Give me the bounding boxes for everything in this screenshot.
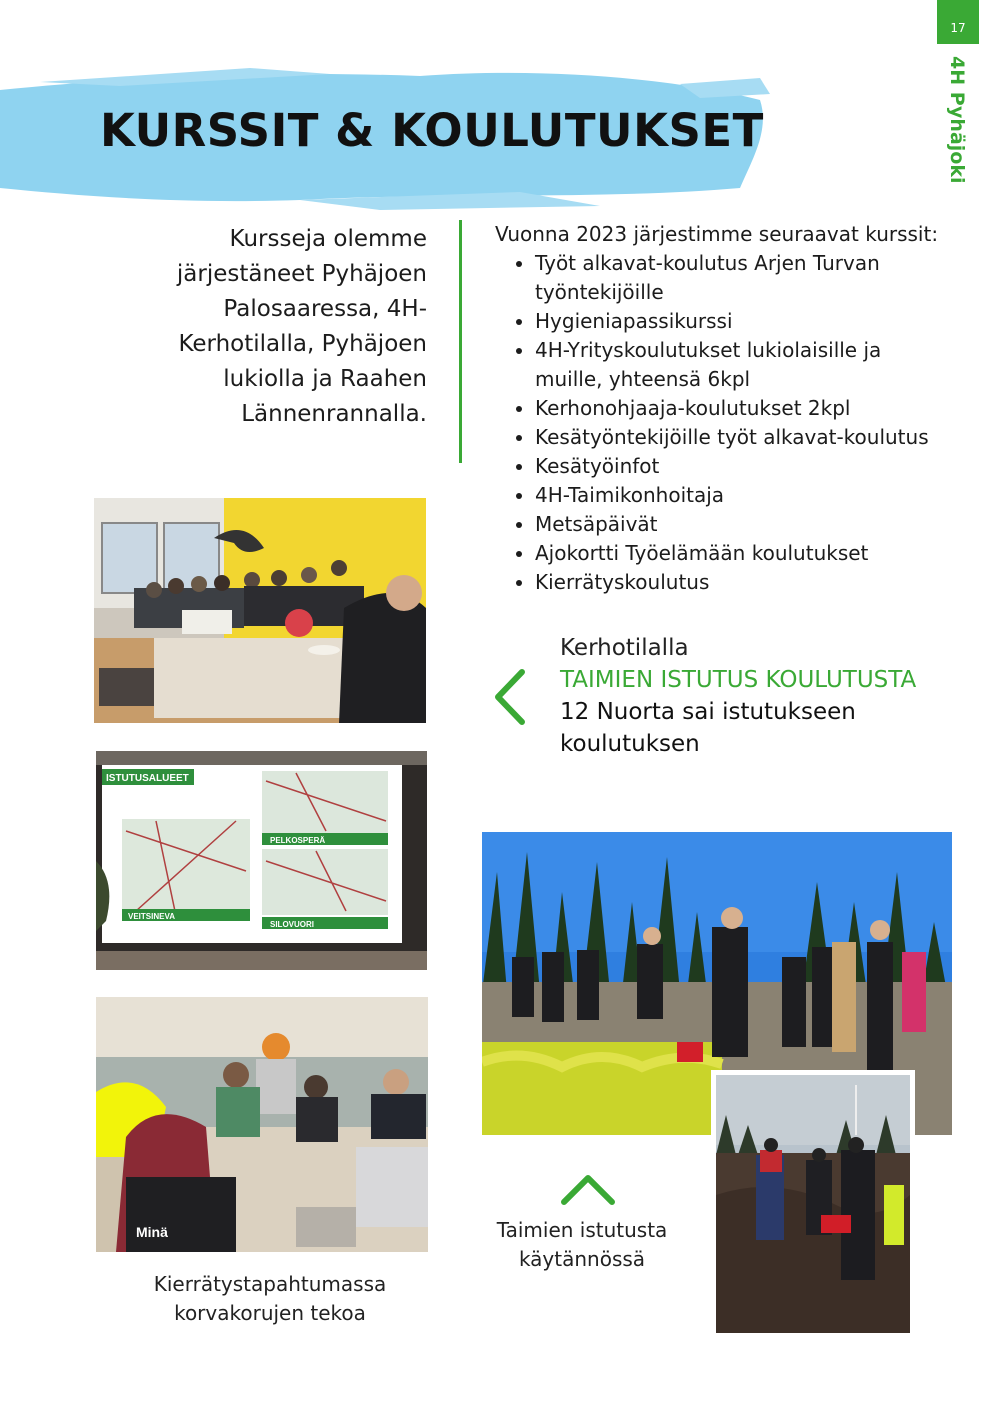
screen-maps-photo bbox=[96, 751, 427, 970]
list-item: • 4H-Taimikonhoitaja bbox=[535, 481, 955, 510]
list-item: • Ajokortti Työelämään koulutukset bbox=[535, 539, 955, 568]
page-number: 17 bbox=[937, 0, 979, 44]
screen-label: VEITSINEVA bbox=[128, 912, 175, 921]
list-item: • Kesätyöinfot bbox=[535, 452, 955, 481]
kerho-line-1: Kerhotilalla bbox=[560, 635, 689, 661]
chevron-up-icon bbox=[560, 1172, 616, 1208]
intro-text: Kursseja olemme järjestäneet Pyhäjoen Palosaaressa, 4H-Kerhotilalla, Pyhäjoen lukiolla ja Raahen Lännenrannalla. bbox=[176, 226, 427, 427]
vertical-divider bbox=[459, 220, 462, 463]
chevron-left-icon bbox=[492, 668, 528, 726]
kerho-line-3: 12 Nuorta sai istutukseen koulutuksen bbox=[560, 699, 856, 757]
courses-heading: Vuonna 2023 järjestimme seuraavat kurssit: bbox=[495, 222, 939, 246]
courses-list bbox=[495, 249, 955, 597]
recycling-photo bbox=[96, 997, 428, 1252]
shirt-text: Minä bbox=[136, 1224, 168, 1240]
screen-heading: ISTUTUSALUEET bbox=[106, 773, 189, 784]
classroom-photo bbox=[94, 498, 426, 723]
kerho-text bbox=[560, 632, 960, 760]
list-item: • Metsäpäivät bbox=[535, 510, 955, 539]
planting-caption: Taimien istutusta käytännössä bbox=[496, 1218, 668, 1271]
screen-label: PELKOSPERÄ bbox=[270, 836, 326, 845]
list-item: • Kerhonohjaaja-koulutukset 2kpl bbox=[535, 394, 955, 423]
brand-logo: 4H Pyhäjoki bbox=[946, 56, 968, 184]
list-item: • Kierrätyskoulutus bbox=[535, 568, 955, 597]
list-item: • Kesätyöntekijöille työt alkavat-koulutus bbox=[535, 423, 955, 452]
page-title: KURSSIT & KOULUTUKSET bbox=[100, 104, 764, 157]
recycling-caption: Kierrätystapahtumassa korvakorujen tekoa bbox=[153, 1272, 387, 1325]
list-item: • Työt alkavat-koulutus Arjen Turvan työntekijöille bbox=[535, 249, 955, 307]
list-item: • Hygieniapassikurssi bbox=[535, 307, 955, 336]
courses-section bbox=[495, 220, 955, 597]
screen-label: SILOVUORI bbox=[270, 920, 315, 929]
planting-field-photo bbox=[711, 1070, 915, 1338]
kerho-line-2: TAIMIEN ISTUTUS KOULUTUSTA bbox=[560, 667, 917, 693]
list-item: • 4H-Yrityskoulutukset lukiolaisille ja muille, yhteensä 6kpl bbox=[535, 336, 955, 394]
